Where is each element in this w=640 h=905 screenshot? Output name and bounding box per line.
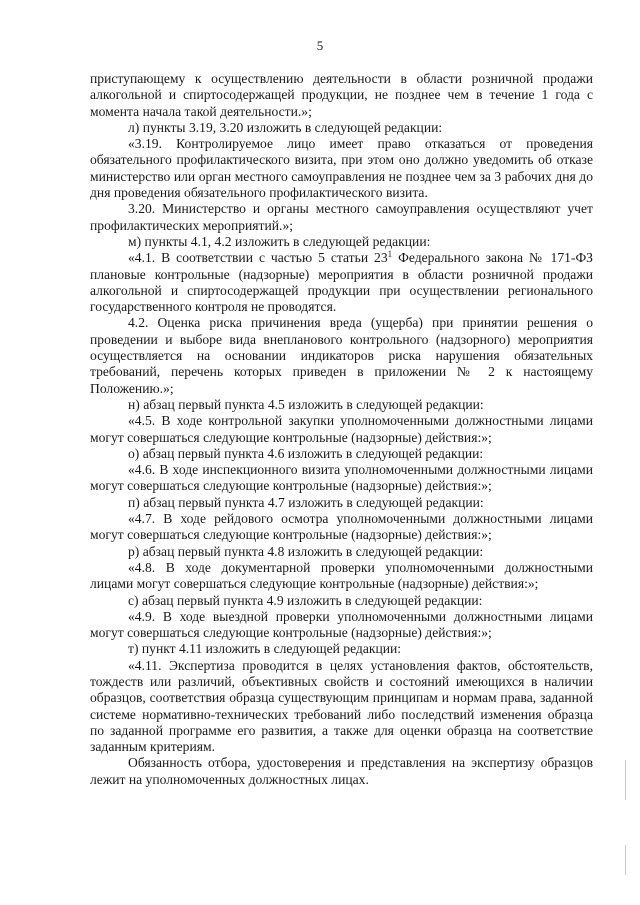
- paragraph-item-r: р) абзац первый пункта 4.8 изложить в следующей редакции:: [128, 543, 484, 559]
- paragraph-item-l: л) пункты 3.19, 3.20 изложить в следующей редакции:: [128, 119, 443, 135]
- paragraph-3-19: «3.19. Контролируемое лицо имеет право отказаться от проведения обязательного профилактического визита, при этом оно должно уведомить об отказе министерство или орган местного самоуправления не позднее чем за 3 рабочих дня до дня проведения обязательного профилактического визита.: [90, 136, 593, 201]
- paragraph-item-s: с) абзац первый пункта 4.9 изложить в следующей редакции:: [128, 592, 483, 608]
- paragraph-item-n: н) абзац первый пункта 4.5 изложить в следующей редакции:: [128, 396, 484, 412]
- paragraph-4-1-start: «4.1. В соответствии с частью 5 статьи 23: [128, 250, 388, 266]
- document-body: [90, 71, 593, 788]
- article-superscript: 1: [387, 249, 393, 260]
- scan-edge-mark: [625, 845, 626, 875]
- paragraph-4-7: «4.7. В ходе рейдового осмотра уполномоченными должностными лицами могут совершаться следующие контрольные (надзорные) действия:»;: [90, 511, 593, 543]
- scan-edge-mark: [625, 760, 626, 800]
- paragraph-item-p: п) абзац первый пункта 4.7 изложить в следующей редакции:: [128, 494, 484, 510]
- paragraph-4-1-end: Федерального закона № 171-ФЗ плановые контрольные (надзорные) мероприятия в области розничной продажи алкогольной и спиртосодержащей продукции при осуществлении регионального государственного контроля не проводятся.: [90, 250, 593, 315]
- paragraph-4-11: «4.11. Экспертиза проводится в целях установления фактов, обстоятельств, тождеств или различий, объективных свойств и состояний имеющихся в наличии образцов, соответствия образца существующим принципам и нормам права, заданной системе нормативно-технических требований либо последствий изменения образца по заданной программе его развития, а также для оценки образца на соответствие заданным критериям.: [90, 657, 593, 755]
- paragraph-4-6: «4.6. В ходе инспекционного визита уполномоченными должностными лицами могут совершаться следующие контрольные (надзорные) действия:»;: [90, 462, 593, 494]
- paragraph-4-2: 4.2. Оценка риска причинения вреда (ущерба) при принятии решения о проведении и выборе вида внепланового контрольного (надзорного) мероприятия осуществляется на основании индикаторов риска нарушения обязательных требований, перечень которых приведен в приложении № 2 к настоящему Положению.»;: [90, 315, 593, 396]
- paragraph-item-m: м) пункты 4.1, 4.2 изложить в следующей редакции:: [128, 233, 431, 249]
- paragraph-4-8: «4.8. В ходе документарной проверки уполномоченными должностными лицами могут совершаться следующие контрольные (надзорные) действия:»;: [90, 559, 593, 592]
- paragraph-continuation: приступающему к осуществлению деятельности в области розничной продажи алкогольной и спиртосодержащей продукции, не позднее чем в течение 1 года с момента начала такой деятельности.»;: [90, 71, 593, 119]
- paragraph-item-o: о) абзац первый пункта 4.6 изложить в следующей редакции:: [128, 445, 484, 461]
- paragraph-4-9: «4.9. В ходе выездной проверки уполномоченными должностными лицами могут совершаться следующие контрольные (надзорные) действия:»;: [90, 608, 593, 641]
- paragraph-item-t: т) пункт 4.11 изложить в следующей редакции:: [128, 641, 402, 657]
- paragraph-obligation: Обязанность отбора, удостоверения и представления на экспертизу образцов лежит на уполномоченных должностных лицах.: [90, 755, 593, 787]
- paragraph-3-20: 3.20. Министерство и органы местного самоуправления осуществляют учет профилактических мероприятий.»;: [90, 201, 593, 233]
- paragraph-4-5: «4.5. В ходе контрольной закупки уполномоченными должностными лицами могут совершаться следующие контрольные (надзорные) действия:»;: [90, 413, 593, 445]
- paragraph-4-1: [90, 250, 593, 315]
- page-number: 5: [316, 38, 324, 53]
